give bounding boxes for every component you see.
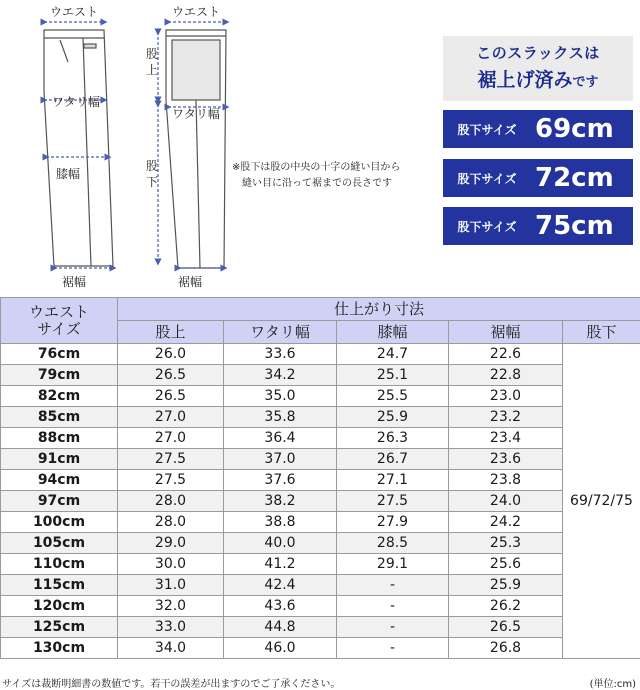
hemmed-notice-suffix: です	[573, 75, 599, 90]
table-row	[1, 533, 640, 554]
table-row	[1, 512, 640, 533]
back-waist-label: ウエスト	[172, 5, 220, 19]
hem-cell: 22.6	[449, 344, 563, 365]
hem-cell: 26.2	[449, 596, 563, 617]
rise-cell: 31.0	[118, 575, 224, 596]
knee-cell: 25.5	[337, 386, 449, 407]
rise-cell: 32.0	[118, 596, 224, 617]
front-pants-drawing	[44, 30, 113, 266]
column-header-hem: 裾幅	[449, 321, 563, 344]
hem-cell: 24.0	[449, 491, 563, 512]
waist-cell: 125cm	[1, 617, 118, 638]
table-row	[1, 554, 640, 575]
waist-cell: 91cm	[1, 449, 118, 470]
inseam-option-value: 75cm	[531, 211, 633, 241]
thigh-cell: 37.0	[224, 449, 337, 470]
inseam-note-line2: 縫い目に沿って裾までの長さです	[242, 176, 392, 189]
knee-cell: 28.5	[337, 533, 449, 554]
thigh-cell: 46.0	[224, 638, 337, 659]
waist-cell: 110cm	[1, 554, 118, 575]
thigh-cell: 40.0	[224, 533, 337, 554]
knee-cell: 25.1	[337, 365, 449, 386]
inseam-cell: 69/72/75	[563, 344, 640, 659]
column-header-inseam: 股下	[563, 321, 640, 344]
knee-cell: 26.7	[337, 449, 449, 470]
inseam-option-72	[443, 159, 633, 197]
thigh-cell: 34.2	[224, 365, 337, 386]
knee-cell: -	[337, 596, 449, 617]
thigh-cell: 35.8	[224, 407, 337, 428]
back-pants-drawing	[166, 30, 226, 268]
column-header-knee: 膝幅	[337, 321, 449, 344]
hem-label: 裾幅	[62, 274, 86, 289]
knee-cell: 27.1	[337, 470, 449, 491]
knee-cell: -	[337, 638, 449, 659]
hem-cell: 23.4	[449, 428, 563, 449]
hem-cell: 23.6	[449, 449, 563, 470]
knee-cell: -	[337, 617, 449, 638]
hem-cell: 25.6	[449, 554, 563, 575]
table-row	[1, 386, 640, 407]
hemmed-notice-line2	[443, 65, 633, 92]
table-row	[1, 491, 640, 512]
footnote: サイズは裁断明細書の数値です。若干の誤差が出ますのでご了承ください。	[2, 675, 340, 690]
inseam-option-75	[443, 207, 633, 245]
hem-cell: 24.2	[449, 512, 563, 533]
knee-cell: 24.7	[337, 344, 449, 365]
thigh-cell: 35.0	[224, 386, 337, 407]
rise-cell: 27.5	[118, 470, 224, 491]
knee-cell: 25.9	[337, 407, 449, 428]
size-table	[0, 297, 640, 659]
rise-label-2: 上	[146, 62, 158, 77]
rise-cell: 34.0	[118, 638, 224, 659]
table-row	[1, 617, 640, 638]
table-row	[1, 575, 640, 596]
waist-cell: 100cm	[1, 512, 118, 533]
waist-size-header: ウエスト サイズ	[1, 298, 118, 344]
hem-cell: 23.0	[449, 386, 563, 407]
table-row	[1, 470, 640, 491]
table-row	[1, 428, 640, 449]
knee-cell: 29.1	[337, 554, 449, 575]
inseam-label-2: 下	[146, 175, 158, 189]
thigh-cell: 38.8	[224, 512, 337, 533]
hemmed-notice	[443, 36, 633, 101]
thigh-cell: 33.6	[224, 344, 337, 365]
column-header-rise: 股上	[118, 321, 224, 344]
hem-cell: 26.8	[449, 638, 563, 659]
hem-cell: 25.3	[449, 533, 563, 554]
inseam-option-label: 股下サイズ	[443, 218, 531, 235]
hemmed-notice-emphasis: 裾上げ済み	[477, 69, 572, 91]
rise-cell: 26.5	[118, 365, 224, 386]
back-thigh-label: ワタリ幅	[172, 106, 220, 121]
knee-cell: -	[337, 575, 449, 596]
pants-measurement-diagram	[0, 0, 430, 295]
hemmed-notice-line1: このスラックスは	[443, 42, 633, 63]
hem-cell: 25.9	[449, 575, 563, 596]
thigh-cell: 41.2	[224, 554, 337, 575]
hem-cell: 22.8	[449, 365, 563, 386]
back-hem-label: 裾幅	[178, 274, 202, 289]
rise-cell: 28.0	[118, 512, 224, 533]
inseam-option-value: 69cm	[531, 114, 633, 144]
hem-cell: 23.8	[449, 470, 563, 491]
knee-label: 膝幅	[56, 166, 80, 181]
size-table-body	[1, 344, 640, 659]
rise-cell: 27.5	[118, 449, 224, 470]
waist-cell: 130cm	[1, 638, 118, 659]
inseam-option-label: 股下サイズ	[443, 170, 531, 187]
rise-label-1: 股	[146, 47, 158, 61]
thigh-label: ワタリ幅	[52, 94, 100, 109]
hem-cell: 23.2	[449, 407, 563, 428]
rise-cell: 27.0	[118, 428, 224, 449]
table-row	[1, 407, 640, 428]
rise-cell: 26.0	[118, 344, 224, 365]
thigh-cell: 36.4	[224, 428, 337, 449]
rise-cell: 28.0	[118, 491, 224, 512]
inseam-label-1: 股	[146, 159, 158, 173]
waist-cell: 82cm	[1, 386, 118, 407]
waist-cell: 115cm	[1, 575, 118, 596]
column-header-thigh: ワタリ幅	[224, 321, 337, 344]
rise-cell: 27.0	[118, 407, 224, 428]
thigh-cell: 42.4	[224, 575, 337, 596]
thigh-cell: 43.6	[224, 596, 337, 617]
thigh-cell: 44.8	[224, 617, 337, 638]
waist-cell: 79cm	[1, 365, 118, 386]
inseam-note-line1: ※股下は股の中央の十字の縫い目から	[232, 160, 400, 173]
knee-cell: 26.3	[337, 428, 449, 449]
thigh-cell: 38.2	[224, 491, 337, 512]
rise-cell: 29.0	[118, 533, 224, 554]
inseam-option-69	[443, 110, 633, 148]
table-row	[1, 449, 640, 470]
table-row	[1, 344, 640, 365]
waist-cell: 97cm	[1, 491, 118, 512]
unit-note: (単位:cm)	[590, 675, 636, 690]
rise-cell: 33.0	[118, 617, 224, 638]
waist-cell: 76cm	[1, 344, 118, 365]
waist-cell: 105cm	[1, 533, 118, 554]
rise-cell: 30.0	[118, 554, 224, 575]
table-row	[1, 638, 640, 659]
knee-cell: 27.9	[337, 512, 449, 533]
finished-dimensions-header: 仕上がり寸法	[118, 298, 640, 321]
thigh-cell: 37.6	[224, 470, 337, 491]
inseam-option-value: 72cm	[531, 163, 633, 193]
rise-cell: 26.5	[118, 386, 224, 407]
waist-cell: 94cm	[1, 470, 118, 491]
inseam-option-label: 股下サイズ	[443, 121, 531, 138]
table-row	[1, 365, 640, 386]
hem-cell: 26.5	[449, 617, 563, 638]
waist-cell: 88cm	[1, 428, 118, 449]
front-waist-label: ウエスト	[50, 5, 98, 19]
table-row	[1, 596, 640, 617]
waist-cell: 85cm	[1, 407, 118, 428]
knee-cell: 27.5	[337, 491, 449, 512]
waist-cell: 120cm	[1, 596, 118, 617]
